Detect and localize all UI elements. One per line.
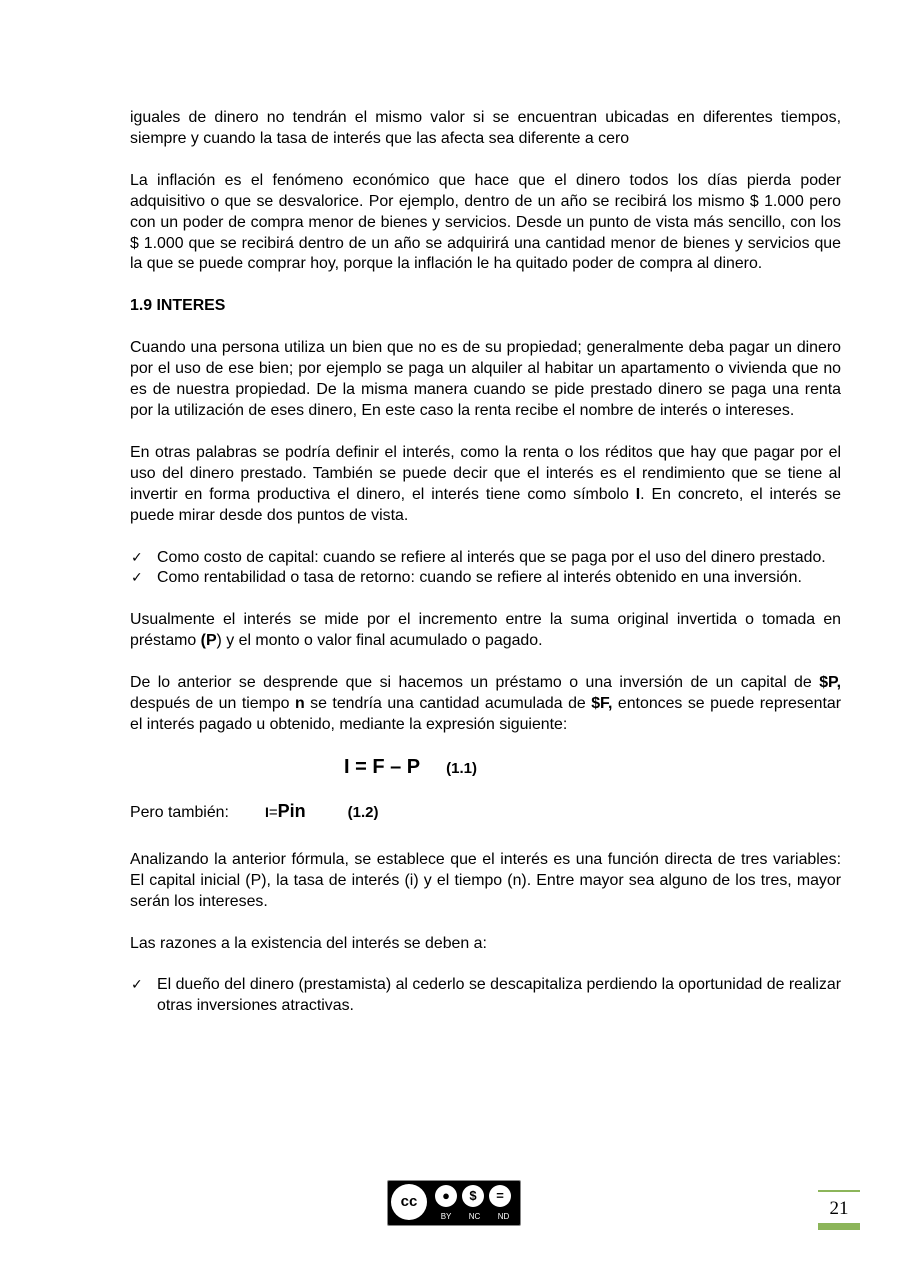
paragraph-equal-money: iguales de dinero no tendrán el mismo valor si se encuentran ubicadas en diferentes tiempos, siempre y cuando la tasa de interés que las afecta sea diferente a cero [130,109,841,147]
paragraph-measure [130,610,841,652]
paragraph-expression [130,673,841,736]
text: después de un tiempo [130,695,295,713]
page-number: 21 [829,1198,849,1219]
text: entonces se puede representar el interés pagado u obtenido, mediante la expresión siguiente: [130,695,841,733]
list-item [130,548,841,569]
text: De lo anterior se desprende que si hacemos un préstamo o una inversión de un capital de [130,674,820,692]
formula-label: Pero también: [130,803,229,821]
reasons-list [130,975,841,1017]
text: . En concreto, el interés se puede mirar desde dos puntos de vista. [130,485,841,524]
license-nd: ND [497,1212,510,1221]
list-item-text: El dueño del dinero (prestamista) al cederlo se descapitaliza perdiendo la oportunidad de realizar otras inversiones atractivas. [157,976,841,1015]
viewpoints-list [130,548,841,590]
cc-logo-icon: cc [391,1184,427,1220]
check-icon: ✓ [131,549,143,566]
paragraph-analysis: Analizando la anterior fórmula, se establece que el interés es una función directa de tres variables: El capital inicial (P), la tasa de interés (i) y el tiempo (n). Entre mayor sea alguno de los tres, mayor serán los intereses. [130,850,841,910]
paragraph-inflation: La inflación es el fenómeno económico que hace que el dinero todos los días pierda poder adquisitivo o que se desvalorice. Por ejemplo, dentro de un año se recibirá los mismo $ 1.000 pero con un poder de compra menor de bienes y servicios. Desde un punto de vista más sencillo, con los $ 1.000 que se recibirá dentro de un año se adquirirá una cantidad menor de bienes y servicios que la que se puede comprar hoy, porque la inflación le ha quitado poder de compra al dinero. [130,171,841,273]
bold-f: $F, [591,695,613,713]
list-item-text: Como rentabilidad o tasa de retorno: cuando se refiere al interés obtenido en una inversión. [157,569,802,587]
text: En otras palabras se podría definir el interés, como la renta o los réditos que hay que pagar por el uso del dinero prestado. También se puede decir que el interés es el rendimiento que se tiene al invertir en forma productiva el dinero, el interés tiene como símbolo [130,443,841,503]
check-icon: ✓ [131,977,143,994]
formula-equals: = [268,803,278,821]
license-tags [432,1211,518,1223]
paragraph-interest-definition [130,443,841,527]
text: ) y el monto o valor final acumulado o pagado. [216,632,543,650]
formula-lhs: I [265,803,269,820]
text: se tendría una cantidad acumulada de [304,695,592,713]
formula-expression: I = F – P [344,755,421,778]
list-item [130,975,841,1017]
check-icon: ✓ [131,570,143,587]
formula-1-2 [130,801,841,827]
page-body [130,108,841,1038]
no-derivatives-icon: = [489,1185,511,1207]
bold-n: n [294,695,305,713]
section-heading: 1.9 INTERES [130,297,226,315]
license-nc: NC [468,1212,481,1221]
text: Usualmente el interés se mide por el incremento entre la suma original invertida o tomada en préstamo [130,611,841,650]
paragraph-rent: Cuando una persona utiliza un bien que no es de su propiedad; generalmente deba pagar un dinero por el uso de ese bien; por ejemplo se paga un alquiler al habitar un apartamento o vivienda que no es de nuestra propiedad. De la misma manera cuando se pide prestado dinero se paga una renta por la utilización de eses dinero, En este caso la renta recibe el nombre de interés o intereses. [130,339,841,419]
interest-symbol: I [635,485,641,503]
bold-capital: $P, [819,674,841,692]
attribution-icon: ● [435,1185,457,1207]
formula-rhs: Pin [277,800,306,821]
page-number-box [818,1190,860,1230]
list-item-text: Como costo de capital: cuando se refiere al interés que se paga por el uso del dinero prestado. [157,548,826,566]
page-number-bar [818,1223,860,1230]
license-by: BY [440,1212,452,1221]
paragraph-reasons: Las razones a la existencia del interés se deben a: [130,934,487,952]
list-item [130,568,841,589]
creative-commons-badge [387,1180,521,1226]
non-commercial-icon: $ [462,1185,484,1207]
formula-number: (1.2) [347,803,379,821]
formula-number: (1.1) [446,759,477,777]
formula-1-1 [130,757,841,787]
bold-p: (P [200,632,217,650]
